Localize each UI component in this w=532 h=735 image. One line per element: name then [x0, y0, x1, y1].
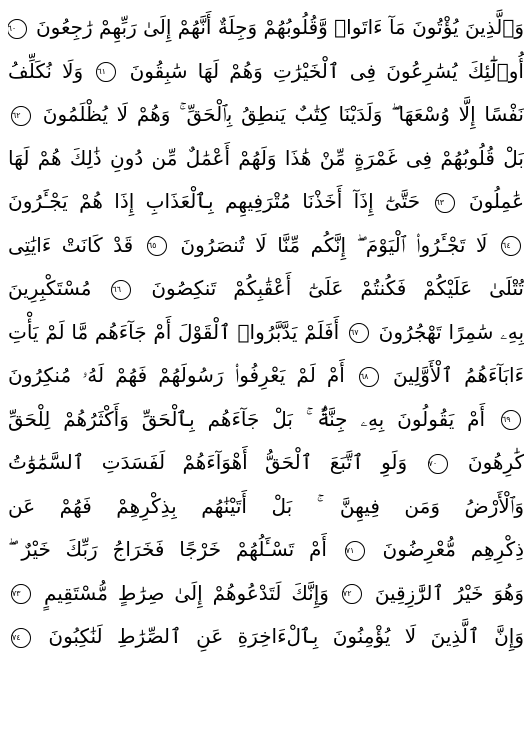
ayah-number-marker: ٦٣: [435, 193, 455, 213]
verse-text: عَٰمِلُونَ: [468, 189, 524, 213]
verse-text: بِهِۦ سَٰمِرًا تَهْجُرُونَ: [378, 319, 524, 344]
text-line: [8, 137, 524, 181]
text-line: [8, 311, 524, 355]
text-line: [8, 50, 524, 94]
text-line: [8, 528, 524, 572]
verse-text: وَلَا نُكَلِّفُ: [8, 58, 84, 83]
ayah-number-marker: ٧٣: [11, 584, 31, 604]
text-line: [8, 398, 524, 442]
ayah-number-marker: ٦١: [96, 62, 116, 82]
verse-text: أَمْ تَسْـَٔلُهُمْ خَرْجًا فَخَرَاجُ رَبِّكَ خَيْرٌ ۖ: [8, 537, 327, 561]
verse-text: بَلْ قُلُوبُهُمْ فِى غَمْرَةٍ مِّنْ هَٰذَا وَلَهُمْ أَعْمَٰلٌ مِّن دُونِ ذَٰلِكَ هُمْ لَهَا: [8, 145, 524, 170]
ayah-number-marker: ٦٩: [501, 410, 521, 430]
text-line: [8, 615, 524, 659]
text-line: [8, 572, 524, 616]
verse-text: تُتْلَىٰ عَلَيْكُمْ فَكُنتُمْ عَلَىٰٓ أَعْقَٰبِكُمْ تَنكِصُونَ: [151, 276, 524, 300]
verse-text: وَإِنَّ ٱلَّذِينَ لَا يُؤْمِنُونَ بِٱلْءَاخِرَةِ عَنِ ٱلصِّرَٰطِ لَنَٰكِبُونَ: [48, 624, 524, 648]
text-line: [8, 6, 524, 50]
ayah-number-marker: ٦٦: [111, 280, 131, 300]
verse-text: ذِكْرِهِم مُّعْرِضُونَ: [382, 537, 524, 561]
ayah-number-marker: ٧٢: [342, 584, 362, 604]
verse-text: أُو۟لَٰٓئِكَ يُسَٰرِعُونَ فِى ٱلْخَيْرَٰتِ وَهُمْ لَهَا سَٰبِقُونَ: [129, 58, 524, 83]
verse-text: أَفَلَمْ يَدَّبَّرُوا۟ ٱلْقَوْلَ أَمْ جَآءَهُم مَّا لَمْ يَأْتِ: [8, 319, 340, 344]
text-line: [8, 354, 524, 398]
text-line: [8, 441, 524, 485]
text-line: [8, 267, 524, 311]
verse-text: أَمْ يَقُولُونَ بِهِۦ جِنَّةٌۢ ۚ بَلْ جَآءَهُم بِٱلْحَقِّ وَأَكْثَرُهُمْ لِلْحَقِّ: [8, 406, 486, 431]
verse-text: نَفْسًا إِلَّا وُسْعَهَا ۖ وَلَدَيْنَا كِتَٰبٌ يَنطِقُ بِٱلْحَقِّ ۚ وَهُمْ لَا يُظْلَمُونَ: [42, 102, 524, 126]
verse-text: وَٱلْأَرْضُ وَمَن فِيهِنَّ ۚ بَلْ أَتَيْنَٰهُم بِذِكْرِهِمْ فَهُمْ عَن: [8, 493, 524, 518]
verse-text: ءَابَآءَهُمُ ٱلْأَوَّلِينَ: [392, 363, 524, 387]
verse-text: وَٱلَّذِينَ يُؤْتُونَ مَآ ءَاتَوا۟ وَّقُلُوبُهُمْ وَجِلَةٌ أَنَّهُمْ إِلَىٰ رَبِّهِمْ رَٰجِعُونَ: [35, 15, 524, 39]
ayah-number-marker: ٦٧: [349, 323, 369, 343]
ayah-number-marker: ٧٤: [11, 628, 31, 648]
text-line: [8, 93, 524, 137]
ayah-number-marker: ٦٠: [8, 19, 27, 39]
verse-text: مُسْتَكْبِرِينَ: [8, 276, 92, 300]
verse-text: لَا تَجْـَٔرُوا۟ ٱلْيَوْمَ ۖ إِنَّكُم مِّنَّا لَا تُنصَرُونَ: [180, 232, 488, 257]
ayah-number-marker: ٦٥: [147, 236, 167, 256]
verse-text: وَهُوَ خَيْرُ ٱلرَّٰزِقِينَ: [374, 580, 524, 605]
verse-text: وَلَوِ ٱتَّبَعَ ٱلْحَقُّ أَهْوَآءَهُمْ لَفَسَدَتِ ٱلسَّمَٰوَٰتُ: [8, 450, 408, 474]
ayah-number-marker: ٦٢: [11, 106, 31, 126]
verse-text: وَإِنَّكَ لَتَدْعُوهُمْ إِلَىٰ صِرَٰطٍ مُّسْتَقِيمٍ: [43, 580, 329, 605]
text-line: [8, 485, 524, 529]
verse-text: أَمْ لَمْ يَعْرِفُوا۟ رَسُولَهُمْ فَهُمْ لَهُۥ مُنكِرُونَ: [8, 363, 345, 387]
ayah-number-marker: ٧٠: [428, 454, 448, 474]
text-line: [8, 224, 524, 268]
verse-text: قَدْ كَانَتْ ءَايَٰتِى: [8, 232, 134, 257]
ayah-number-marker: ٦٨: [359, 367, 379, 387]
ayah-number-marker: ٦٤: [501, 236, 521, 256]
verse-text: كَٰرِهُونَ: [467, 450, 524, 474]
verse-text: حَتَّىٰٓ إِذَآ أَخَذْنَا مُتْرَفِيهِم بِٱلْعَذَابِ إِذَا هُمْ يَجْـَٔرُونَ: [8, 189, 421, 213]
ayah-number-marker: ٧١: [345, 541, 365, 561]
text-line: [8, 180, 524, 224]
